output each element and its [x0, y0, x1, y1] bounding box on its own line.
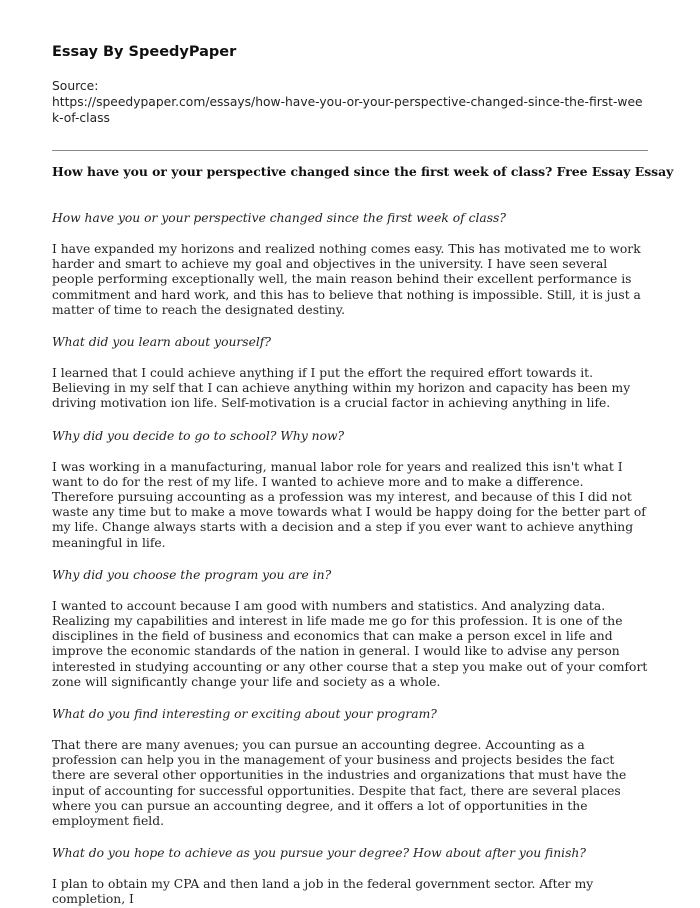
section-question: What do you find interesting or exciting about your program?: [52, 707, 437, 722]
section-answer: That there are many avenues; you can pursue an accounting degree. Accounting as a profession can help you in the management of your business and projects besides the fact there are several other opportunities in the industries and organizations that must have the input of accounting for successful opportunities. Despite that fact, there are several places where you can pursue an accounting degree, and it offers a lot of opportunities in the employment field.: [52, 738, 627, 829]
section-question: How have you or your perspective changed since the first week of class?: [52, 211, 506, 225]
section-answer: I learned that I could achieve anything if I put the effort the required effort towards it. Believing in my self that I can achieve anything within my horizon and capacity has been my driving motivation ion life. Self-motivation is a crucial factor in achieving anything in life.: [52, 366, 631, 411]
divider: [52, 150, 648, 151]
section-question: Why did you choose the program you are in?: [52, 567, 332, 582]
essay-title: How have you or your perspective changed since the first week of class? Free Essay Essay: [52, 164, 674, 179]
section-answer: I have expanded my horizons and realized nothing comes easy. This has motivated me to work harder and smart to achieve my goal and objectives in the university. I have seen several people performing exceptionally well, the main reason behind their excellent performance is commitment and hard work, and this has to believe that nothing is impossible. Still, it is just a matter of time to reach the designated destiny.: [52, 242, 641, 317]
essay-body: [52, 210, 648, 908]
section-question: Why did you decide to go to school? Why now?: [52, 428, 345, 443]
source-url[interactable]: https://speedypaper.com/essays/how-have-you-or-your-perspective-changed-since-the-first-week-of-class: [52, 95, 643, 125]
section-answer: I wanted to account because I am good with numbers and statistics. And analyzing data. Realizing my capabilities and interest in life made me go for this profession. It is one of the disciplines in the field of business and economics that can make a person excel in life and improve the economic standards of the nation in general. I would like to advise any person interested in studying accounting or any other course that a step you make out of your comfort zone will significantly change your life and society as a whole.: [52, 598, 648, 689]
source-label: Source:: [52, 79, 99, 93]
section-question: What do you hope to achieve as you pursue your degree? How about after you finish?: [52, 846, 586, 861]
brand-title: Essay By SpeedyPaper: [52, 44, 237, 60]
section-answer: I was working in a manufacturing, manual labor role for years and realized this isn't what I want to do for the rest of my life. I wanted to achieve more and to make a difference. Therefore pursuing accounting as a profession was my interest, and because of this I did not waste any time but to make a move towards what I would be happy doing for the better part of my life. Change always starts with a decision and a step if you ever want to achieve anything meaningful in life.: [52, 459, 646, 550]
section-answer: I plan to obtain my CPA and then land a job in the federal government sector. After my completion, I: [52, 877, 594, 907]
section-question: What did you learn about yourself?: [52, 335, 271, 350]
source-block: [52, 78, 648, 126]
